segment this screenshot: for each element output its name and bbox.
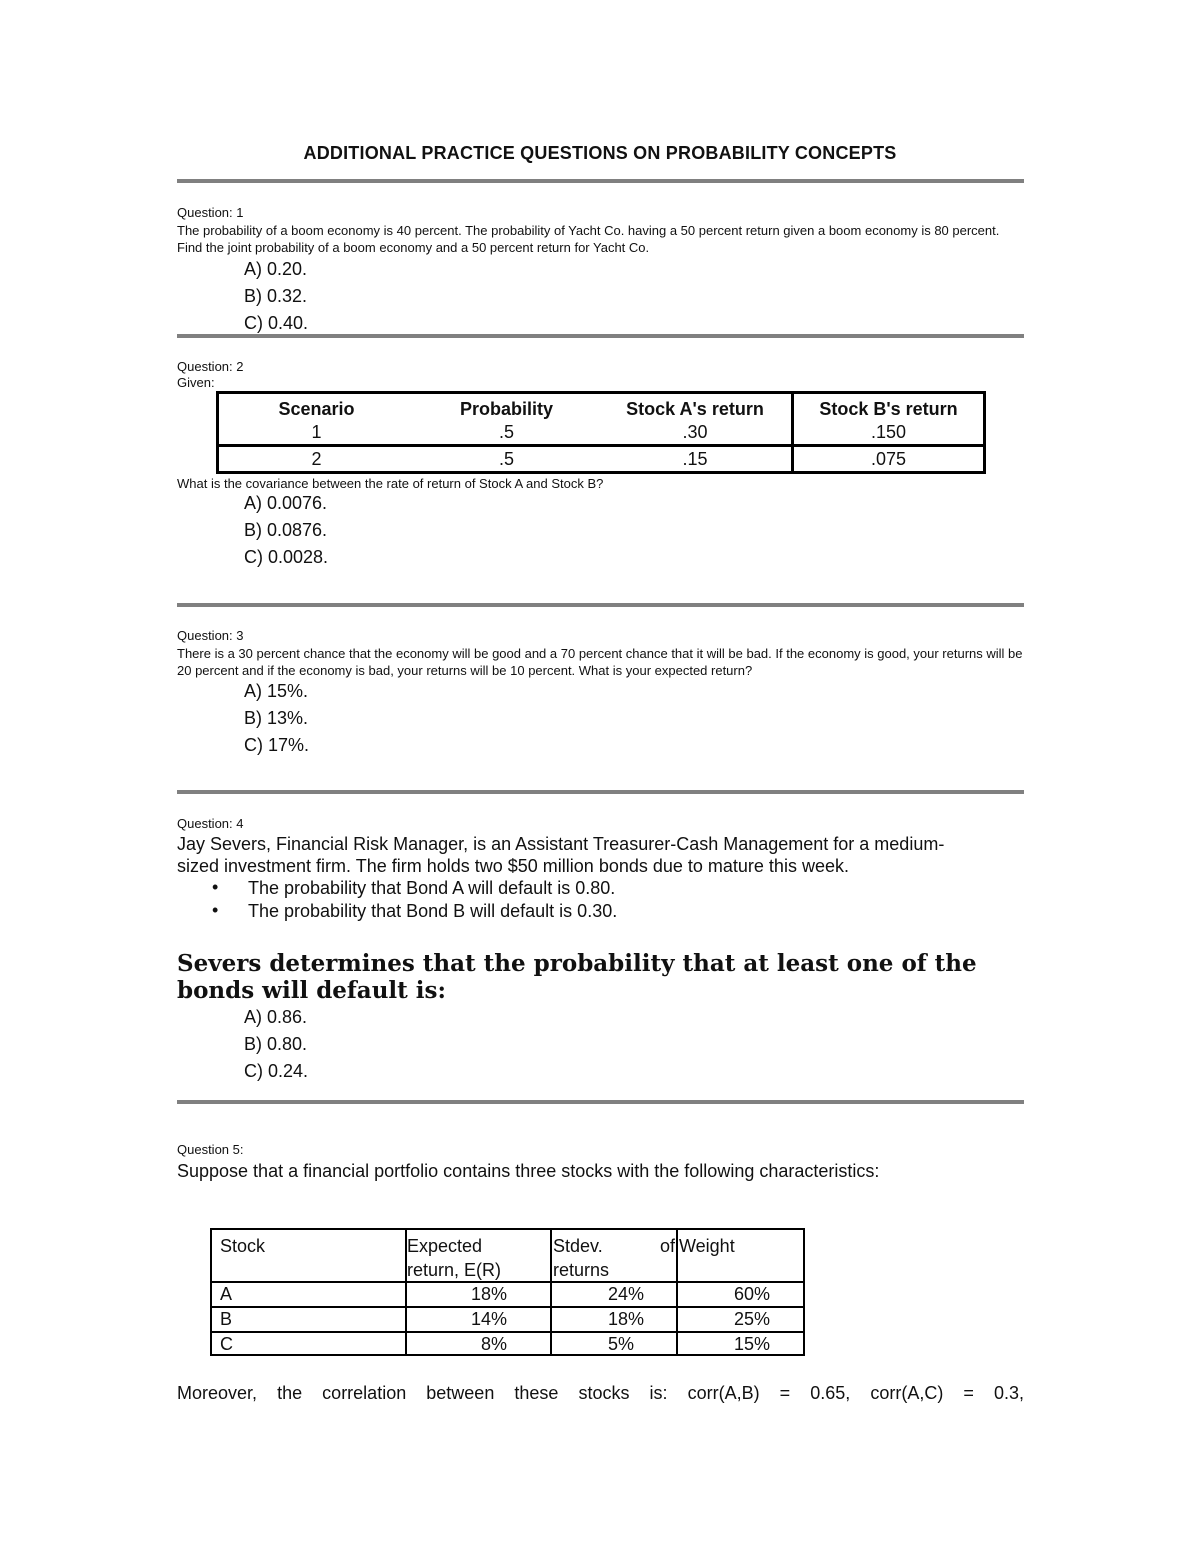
- question-1-label: Question: 1: [177, 205, 244, 220]
- table-cell: 14%: [470, 1309, 507, 1329]
- question-2-text: What is the covariance between the rate of return of Stock A and Stock B?: [177, 476, 604, 491]
- table-cell: 18%: [607, 1309, 644, 1329]
- table-header-stock-b: Stock B's return: [819, 399, 958, 419]
- table-cell: .5: [498, 449, 514, 469]
- divider: [177, 1100, 1024, 1104]
- question-4-question: Severs determines that the probability that at least one of the bonds will default is:: [177, 950, 977, 1004]
- table-cell: .150: [870, 422, 907, 442]
- question-4-line-2: sized investment firm. The firm holds two $50 million bonds due to mature this week.: [177, 856, 849, 876]
- question-2-given: Given:: [177, 375, 215, 390]
- divider: [177, 334, 1024, 338]
- table-cell: 8%: [480, 1334, 507, 1354]
- table-cell: .5: [498, 422, 514, 442]
- question-4-bullet-1: The probability that Bond A will default is 0.80.: [248, 878, 616, 898]
- question-5-footer: Moreover, the correlation between these stocks is: corr(A,B) = 0.65, corr(A,C) = 0.3,: [177, 1383, 1024, 1403]
- question-3-option-b: B) 13%.: [244, 708, 309, 728]
- table-cell: C: [220, 1334, 233, 1354]
- scenario-table: [216, 391, 986, 474]
- divider: [177, 603, 1024, 607]
- table-cell: 60%: [733, 1284, 770, 1304]
- table-cell: .30: [682, 422, 708, 442]
- question-4-option-b: B) 0.80.: [244, 1034, 308, 1054]
- bullet-icon: •: [212, 900, 219, 920]
- table-cell: 2: [311, 449, 322, 469]
- question-2-option-c: C) 0.0028.: [244, 547, 329, 567]
- question-4-bullet-2: The probability that Bond B will default is 0.30.: [248, 901, 618, 921]
- question-5-text: Suppose that a financial portfolio contains three stocks with the following characteristics:: [177, 1161, 880, 1181]
- question-4-option-a: A) 0.86.: [244, 1007, 308, 1027]
- table-divider: [219, 444, 983, 447]
- question-1-option-a: A) 0.20.: [244, 259, 308, 279]
- divider: [177, 790, 1024, 794]
- table-cell: 15%: [733, 1334, 770, 1354]
- table-cell: 25%: [733, 1309, 770, 1329]
- table-cell: A: [220, 1284, 233, 1304]
- table-header-probability: Probability: [459, 399, 553, 419]
- question-5-label: Question 5:: [177, 1142, 244, 1157]
- table-cell: 1: [311, 422, 322, 442]
- table-cell: 24%: [607, 1284, 644, 1304]
- table-header-stock-a: Stock A's return: [626, 399, 764, 419]
- table-cell: 18%: [470, 1284, 507, 1304]
- table-cell: .075: [870, 449, 907, 469]
- question-4-option-c: C) 0.24.: [244, 1061, 309, 1081]
- question-2-option-b: B) 0.0876.: [244, 520, 328, 540]
- question-4-line-1: Jay Severs, Financial Risk Manager, is an Assistant Treasurer-Cash Management for a medium-: [177, 834, 945, 854]
- table-header-stdev-line: [553, 1234, 675, 1282]
- question-2-option-a: A) 0.0076.: [244, 493, 328, 513]
- question-3-option-a: A) 15%.: [244, 681, 309, 701]
- table-cell: B: [220, 1309, 233, 1329]
- table-header-scenario: Scenario: [278, 399, 355, 419]
- divider: [177, 179, 1024, 183]
- table-header-stock: Stock: [220, 1236, 266, 1256]
- question-1-option-b: B) 0.32.: [244, 286, 308, 306]
- page-title: ADDITIONAL PRACTICE QUESTIONS ON PROBABILITY CONCEPTS: [303, 143, 897, 163]
- table-header-expected-return: Expected return, E(R): [407, 1236, 502, 1280]
- table-cell: .15: [682, 449, 708, 469]
- question-3-text: There is a 30 percent chance that the economy will be good and a 70 percent chance that it will be bad. If the economy is good, your returns will be 20 percent and if the economy is bad, your returns will be 10 percent. What is your expected return?: [177, 646, 1023, 678]
- question-1-option-c: C) 0.40.: [244, 313, 309, 333]
- question-3-label: Question: 3: [177, 628, 244, 643]
- question-4-label: Question: 4: [177, 816, 244, 831]
- question-3-option-c: C) 17%.: [244, 735, 310, 755]
- question-1-text: The probability of a boom economy is 40 percent. The probability of Yacht Co. having a 50 percent return given a boom economy is 80 percent. Find the joint probability of a boom economy and a 50 percent return for Yacht Co.: [177, 223, 1000, 255]
- question-2-label: Question: 2: [177, 359, 244, 374]
- portfolio-table: [210, 1228, 805, 1356]
- bullet-icon: •: [212, 877, 219, 897]
- table-header-weight: Weight: [679, 1236, 735, 1256]
- table-cell: 5%: [607, 1334, 634, 1354]
- table-header-stdev: Stdev. of returns: [553, 1236, 675, 1280]
